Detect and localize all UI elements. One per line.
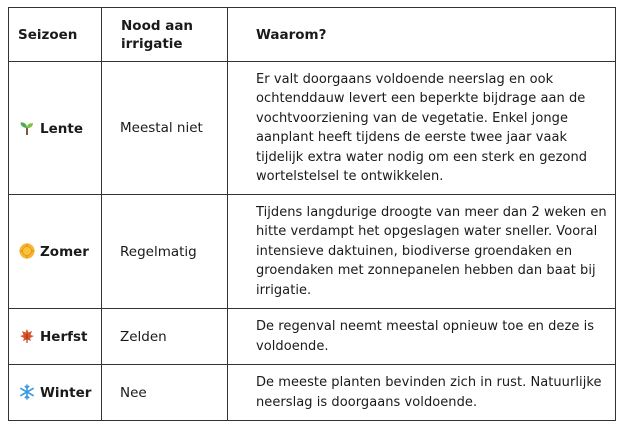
table-row [9, 62, 616, 195]
need-cell: Regelmatig [102, 195, 228, 309]
header-need: Nood aan irrigatie [102, 8, 228, 62]
why-cell: De regenval neemt meestal opnieuw toe en deze is voldoende. [228, 309, 616, 365]
season-label: Lente [40, 120, 83, 137]
seedling-icon [19, 120, 35, 136]
season-label: Winter [40, 385, 92, 401]
header-season: Seizoen [9, 8, 102, 62]
need-cell: Meestal niet [102, 62, 228, 195]
season-cell [9, 195, 102, 309]
season-cell [9, 309, 102, 365]
table-header-row [9, 8, 616, 62]
maple-leaf-icon [19, 328, 35, 344]
table-row [9, 309, 616, 365]
sun-icon [19, 243, 35, 259]
why-cell: De meeste planten bevinden zich in rust. Natuurlijke neerslag is doorgaans voldoende. [228, 365, 616, 421]
season-cell [9, 365, 102, 421]
header-why: Waarom? [228, 8, 616, 62]
snowflake-icon [19, 384, 35, 400]
need-cell: Nee [102, 365, 228, 421]
table-row [9, 365, 616, 421]
need-cell: Zelden [102, 309, 228, 365]
season-label: Zomer [40, 244, 89, 260]
why-cell: Tijdens langdurige droogte van meer dan 2 weken en hitte verdampt het opgeslagen water sneller. Vooral intensieve daktuinen, biodiverse groendaken en groendaken met zonnepanelen hebben dan baat bij irrigatie. [228, 195, 616, 309]
irrigation-table [8, 7, 616, 421]
season-label: Herfst [40, 329, 88, 345]
season-cell [9, 62, 102, 195]
why-cell: Er valt doorgaans voldoende neerslag en ook ochtenddauw levert een beperkte bijdrage aan de vochtvoorziening van de vegetatie. Enkel jonge aanplant heeft tijdens de eerste twee jaar vaak tijdelijk extra water nodig om een sterk en gezond wortelstelsel te ontwikkelen. [228, 62, 616, 195]
table-row [9, 195, 616, 309]
